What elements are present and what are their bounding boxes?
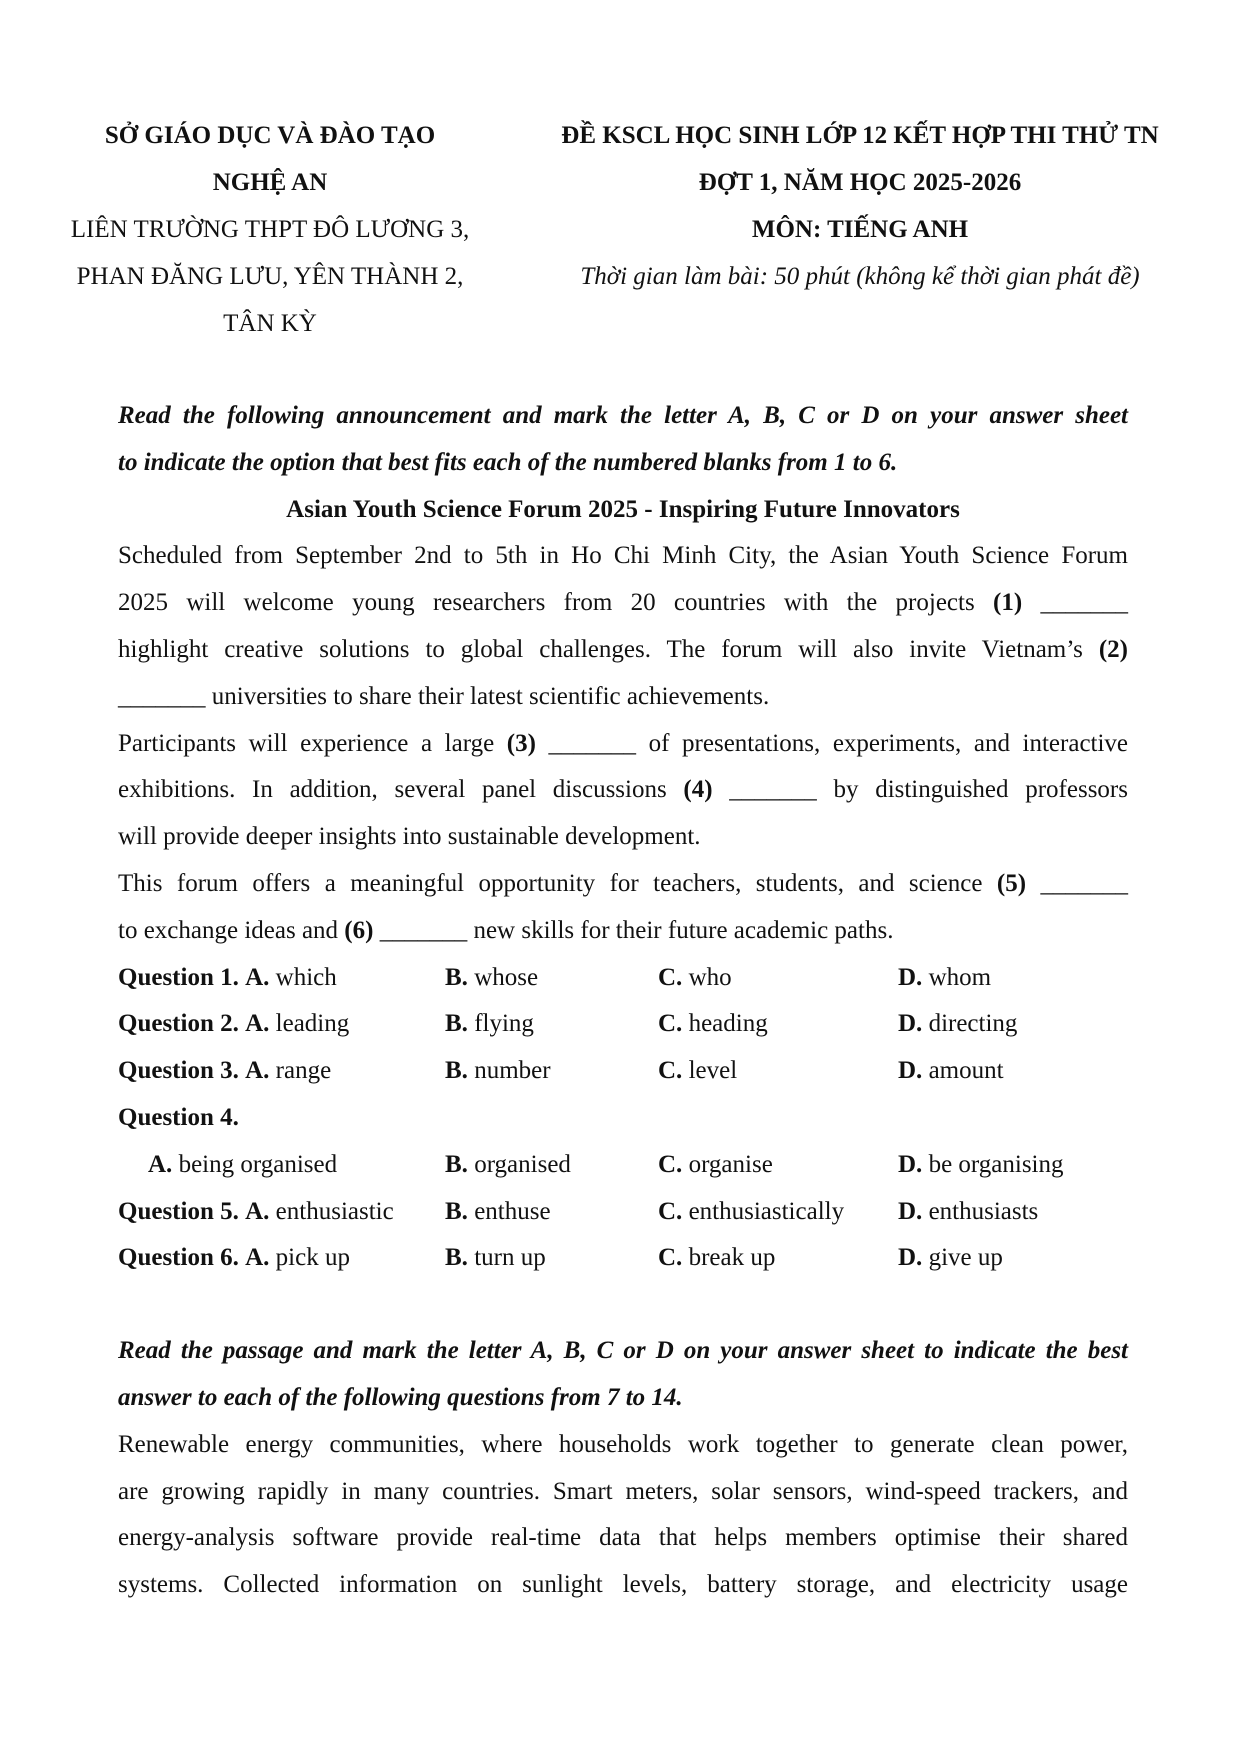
option-b: whose (474, 963, 539, 991)
option-a-cell (148, 1142, 337, 1189)
option-letter-c: C. (658, 1244, 683, 1272)
announcement-title: Asian Youth Science Forum 2025 - Inspiring Future Innovators (286, 495, 960, 523)
option-letter-d: D. (898, 1010, 923, 1038)
blank-label-4: (4) (683, 776, 713, 804)
p3-line-1-text: This forum offers a meaningful opportunity for teachers, students, and science (118, 869, 983, 897)
question-row (118, 1235, 1128, 1282)
p1-line-2-text: 2025 will welcome young researchers from 20 countries with the projects (118, 589, 975, 617)
blank-5: _______ (1040, 869, 1128, 897)
passage-line-2: are growing rapidly in many countries. Smart meters, solar sensors, wind-speed trackers, and (118, 1477, 1128, 1505)
question-label: Question 4. (118, 1103, 239, 1131)
p3-line-1 (118, 861, 1128, 908)
option-d-cell (898, 1001, 1017, 1048)
p3-line-2 (118, 908, 1128, 955)
option-c: level (688, 1057, 738, 1085)
question-row (118, 1189, 1128, 1236)
question-row (118, 1001, 1128, 1048)
option-c: break up (688, 1244, 776, 1272)
option-letter-c: C. (658, 1057, 683, 1085)
section1-instruction-line-1: Read the following announcement and mark the letter A, B, C or D on your answer sheet (118, 402, 1128, 429)
option-a: enthusiastic (275, 1197, 394, 1225)
option-d: give up (928, 1244, 1003, 1272)
question-label: Question 5. (118, 1197, 239, 1225)
option-letter-d: D. (898, 1150, 923, 1178)
option-b: turn up (474, 1244, 546, 1272)
p2-line-1-rest: _______ of presentations, experiments, and interactive (548, 729, 1129, 757)
p2-line-2-rest: _______ by distinguished professors (729, 776, 1128, 804)
option-letter-b: B. (445, 963, 468, 991)
option-b-cell (445, 1142, 571, 1189)
time-note: Thời gian làm bài: 50 phút (không kể thời gian phát đề) (580, 263, 1140, 290)
schools-line-1: LIÊN TRƯỜNG THPT ĐÔ LƯƠNG 3, (70, 216, 470, 243)
question-row (118, 955, 1128, 1002)
province-name: NGHỆ AN (212, 169, 328, 196)
section1-instruction-line-2: to indicate the option that best fits each of the numbered blanks from 1 to 6. (118, 448, 898, 476)
reading-passage (118, 1422, 1128, 1609)
option-c: who (688, 963, 732, 991)
option-letter-c: C. (658, 963, 683, 991)
option-c: enthusiastically (688, 1197, 845, 1225)
p1-line-3-text: highlight creative solutions to global challenges. The forum will also invite Vietnam’s (118, 635, 1083, 663)
option-letter-b: B. (445, 1197, 468, 1225)
p3-line-2-text: to exchange ideas and (118, 916, 339, 944)
option-letter-a: A. (245, 1197, 270, 1225)
option-letter-b: B. (445, 1244, 468, 1272)
option-b-cell (445, 1048, 551, 1095)
section2-instruction-line-1: Read the passage and mark the letter A, B, C or D on your answer sheet to indicate the best (118, 1337, 1128, 1365)
question-label: Question 3. (118, 1057, 239, 1085)
question-label: Question 6. (118, 1244, 239, 1272)
section1-instruction (118, 393, 1128, 487)
option-a: leading (275, 1010, 350, 1038)
option-c: organise (688, 1150, 773, 1178)
option-letter-c: C. (658, 1010, 683, 1038)
passage-line-3: energy-analysis software provide real-time data that helps members optimise their shared (118, 1524, 1128, 1552)
option-letter-a: A. (245, 1010, 270, 1038)
question-options-row (118, 1142, 1128, 1189)
option-d: amount (928, 1057, 1004, 1085)
p2-line-3: will provide deeper insights into sustainable development. (118, 823, 701, 851)
option-c: heading (688, 1010, 768, 1038)
question-1 (118, 955, 337, 1002)
p1-line-3 (118, 627, 1128, 674)
announcement-paragraph-1 (118, 533, 1128, 720)
option-d-cell (898, 1142, 1064, 1189)
blank-label-1: (1) (993, 589, 1023, 617)
option-letter-c: C. (658, 1150, 683, 1178)
option-c-cell (658, 955, 732, 1002)
blank-label-2: (2) (1098, 635, 1128, 663)
option-letter-d: D. (898, 963, 923, 991)
p2-line-2 (118, 767, 1128, 814)
option-letter-c: C. (658, 1197, 683, 1225)
option-c-cell (658, 1235, 775, 1282)
option-letter-b: B. (445, 1010, 468, 1038)
option-a: which (275, 963, 337, 991)
section2-instruction-line-2: answer to each of the following questions from 7 to 14. (118, 1383, 683, 1411)
option-c-cell (658, 1189, 844, 1236)
option-letter-b: B. (445, 1057, 468, 1085)
p1-line-4: _______ universities to share their latest scientific achievements. (118, 682, 770, 710)
option-b: enthuse (474, 1197, 551, 1225)
section-gap (118, 1282, 1128, 1328)
question-6 (118, 1235, 350, 1282)
option-letter-a: A. (245, 963, 270, 991)
p2-line-2-text: exhibitions. In addition, several panel discussions (118, 776, 667, 804)
exam-title-line-2: ĐỢT 1, NĂM HỌC 2025-2026 (698, 169, 1022, 196)
option-b: number (474, 1057, 551, 1085)
blank-label-6: (6) (344, 916, 374, 944)
option-a: range (275, 1057, 332, 1085)
schools-line-2: PHAN ĐĂNG LƯU, YÊN THÀNH 2, (76, 263, 464, 290)
question-label: Question 1. (118, 963, 239, 991)
announcement-paragraph-3 (118, 861, 1128, 955)
question-3 (118, 1048, 331, 1095)
schools-line-3: TÂN KỲ (223, 310, 317, 337)
p3-line-2-rest: _______ new skills for their future academic paths. (379, 916, 894, 944)
option-letter-b: B. (445, 1150, 468, 1178)
blank-label-5: (5) (996, 869, 1027, 897)
question-row (118, 1095, 1128, 1142)
section2-instruction (118, 1328, 1128, 1422)
option-letter-a: A. (148, 1150, 173, 1178)
option-b-cell (445, 1001, 534, 1048)
option-letter-a: A. (245, 1057, 270, 1085)
header-right (520, 112, 1200, 300)
option-letter-d: D. (898, 1197, 923, 1225)
exam-title-line-1: ĐỀ KSCL HỌC SINH LỚP 12 KẾT HỢP THI THỬ TN (561, 122, 1159, 149)
option-c-cell (658, 1001, 768, 1048)
option-b-cell (445, 1235, 546, 1282)
option-d-cell (898, 1048, 1004, 1095)
option-b: organised (474, 1150, 571, 1178)
option-d: enthusiasts (928, 1197, 1039, 1225)
option-letter-d: D. (898, 1057, 923, 1085)
passage-line-1: Renewable energy communities, where households work together to generate clean power, (118, 1430, 1128, 1458)
question-label: Question 2. (118, 1010, 239, 1038)
p2-line-1-text: Participants will experience a large (118, 729, 495, 757)
option-d: whom (928, 963, 992, 991)
option-b-cell (445, 955, 538, 1002)
question-list (118, 955, 1128, 1283)
p2-line-1 (118, 721, 1128, 768)
option-d-cell (898, 1235, 1003, 1282)
question-row (118, 1048, 1128, 1095)
option-b-cell (445, 1189, 551, 1236)
header-left (40, 112, 500, 347)
question-2 (118, 1001, 349, 1048)
blank-1: _______ (1040, 589, 1128, 617)
p1-line-1: Scheduled from September 2nd to 5th in Ho Chi Minh City, the Asian Youth Science Forum (118, 542, 1128, 570)
blank-label-3: (3) (506, 729, 536, 757)
option-d: directing (928, 1010, 1018, 1038)
announcement-paragraph-2 (118, 721, 1128, 861)
option-c-cell (658, 1048, 737, 1095)
question-5 (118, 1189, 394, 1236)
option-d-cell (898, 955, 991, 1002)
option-d: be organising (928, 1150, 1064, 1178)
option-d-cell (898, 1189, 1038, 1236)
question-4 (118, 1095, 239, 1142)
option-letter-d: D. (898, 1244, 923, 1272)
passage-line-4: systems. Collected information on sunlight levels, battery storage, and electricity usage (118, 1571, 1128, 1599)
exam-body (118, 393, 1128, 1609)
option-a: pick up (275, 1244, 350, 1272)
option-letter-a: A. (245, 1244, 270, 1272)
p1-line-2 (118, 580, 1128, 627)
option-c-cell (658, 1142, 773, 1189)
subject-name: MÔN: TIẾNG ANH (751, 216, 969, 243)
option-b: flying (474, 1010, 534, 1038)
option-a: being organised (178, 1150, 338, 1178)
department-name: SỞ GIÁO DỤC VÀ ĐÀO TẠO (104, 122, 436, 149)
